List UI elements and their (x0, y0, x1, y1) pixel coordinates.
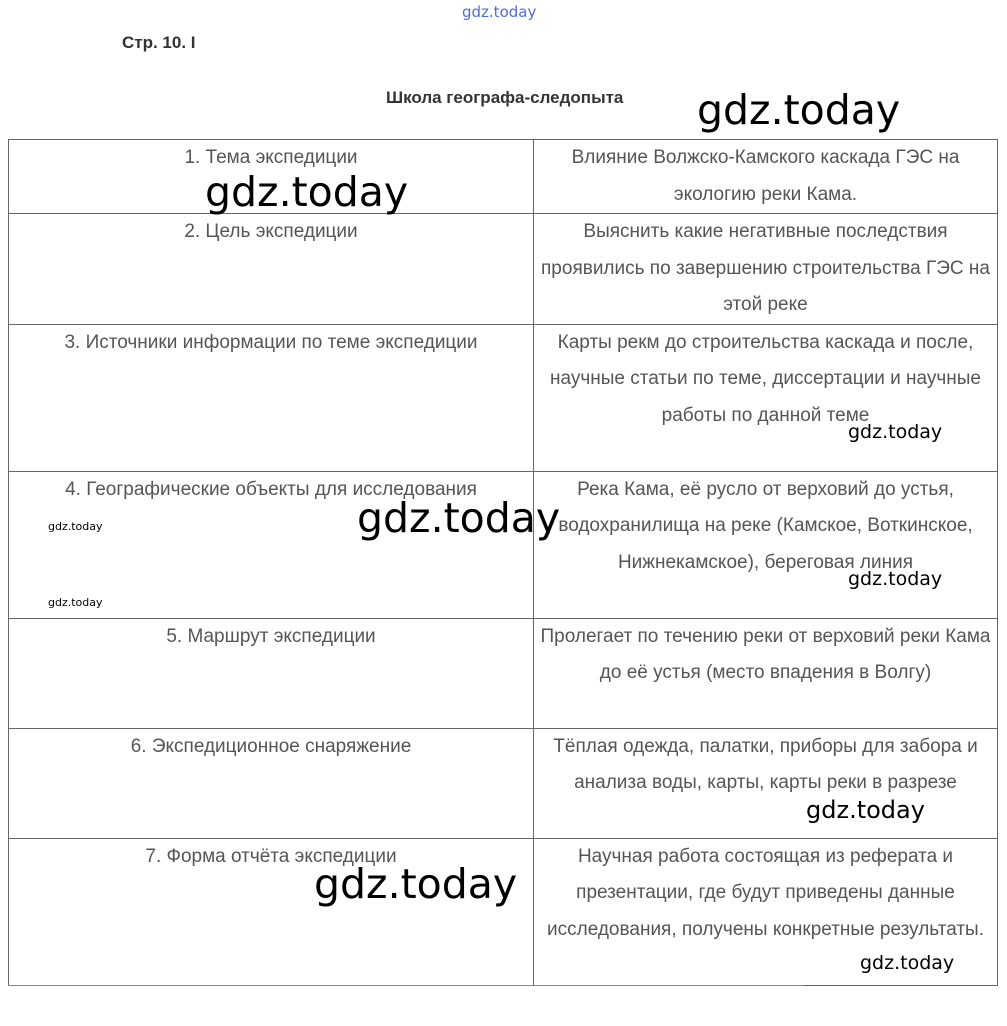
row-answer: Тёплая одежда, палатки, приборы для забора и анализа воды, карты, карты реки в разрезе (534, 728, 998, 838)
row-question: 7. Форма отчёта экспедиции (9, 838, 534, 985)
row-answer: Пролегает по течению реки от верховий реки Кама до её устья (место впадения в Волгу) (534, 618, 998, 728)
row-answer: Научная работа состоящая из реферата и презентации, где будут приведены данные исследования, получены конкретные результаты. (534, 838, 998, 985)
expedition-table (8, 139, 998, 986)
watermark: gdz.today (48, 596, 103, 609)
table-row (9, 618, 998, 728)
watermark: gdz.today (462, 3, 537, 21)
watermark: gdz.today (48, 520, 103, 533)
row-question: 4. Географические объекты для исследования (9, 471, 534, 618)
watermark: gdz.today (806, 796, 925, 824)
watermark: gdz.today (860, 952, 955, 974)
row-answer: Выяснить какие негативные последствия проявились по завершению строительства ГЭС на этой реке (534, 214, 998, 325)
row-question: 6. Экспедиционное снаряжение (9, 728, 534, 838)
row-question: 2. Цель экспедиции (9, 214, 534, 325)
watermark: gdz.today (314, 860, 518, 908)
watermark: gdz.today (697, 86, 901, 134)
row-answer: Влияние Волжско-Камского каскада ГЭС на экологию реки Кама. (534, 140, 998, 214)
table-row (9, 140, 998, 214)
page-label: Стр. 10. I (122, 33, 196, 52)
row-question: 3. Источники информации по теме экспедиции (9, 324, 534, 471)
row-answer: Карты рекм до строительства каскада и после, научные статьи по теме, диссертации и научные работы по данной теме (534, 324, 998, 471)
row-question: 5. Маршрут экспедиции (9, 618, 534, 728)
watermark: gdz.today (205, 168, 409, 216)
watermark: gdz.today (357, 494, 561, 542)
table-row (9, 324, 998, 471)
row-question: 1. Тема экспедиции (9, 140, 534, 214)
watermark: gdz.today (848, 421, 943, 443)
row-answer: Река Кама, её русло от верховий до устья, водохранилища на реке (Камское, Воткинское, Нижнекамское), береговая линия (534, 471, 998, 618)
watermark: gdz.today (848, 568, 943, 590)
bottom-divider (8, 985, 803, 986)
page-title: Школа географа-следопыта (386, 88, 624, 107)
table-row (9, 214, 998, 325)
